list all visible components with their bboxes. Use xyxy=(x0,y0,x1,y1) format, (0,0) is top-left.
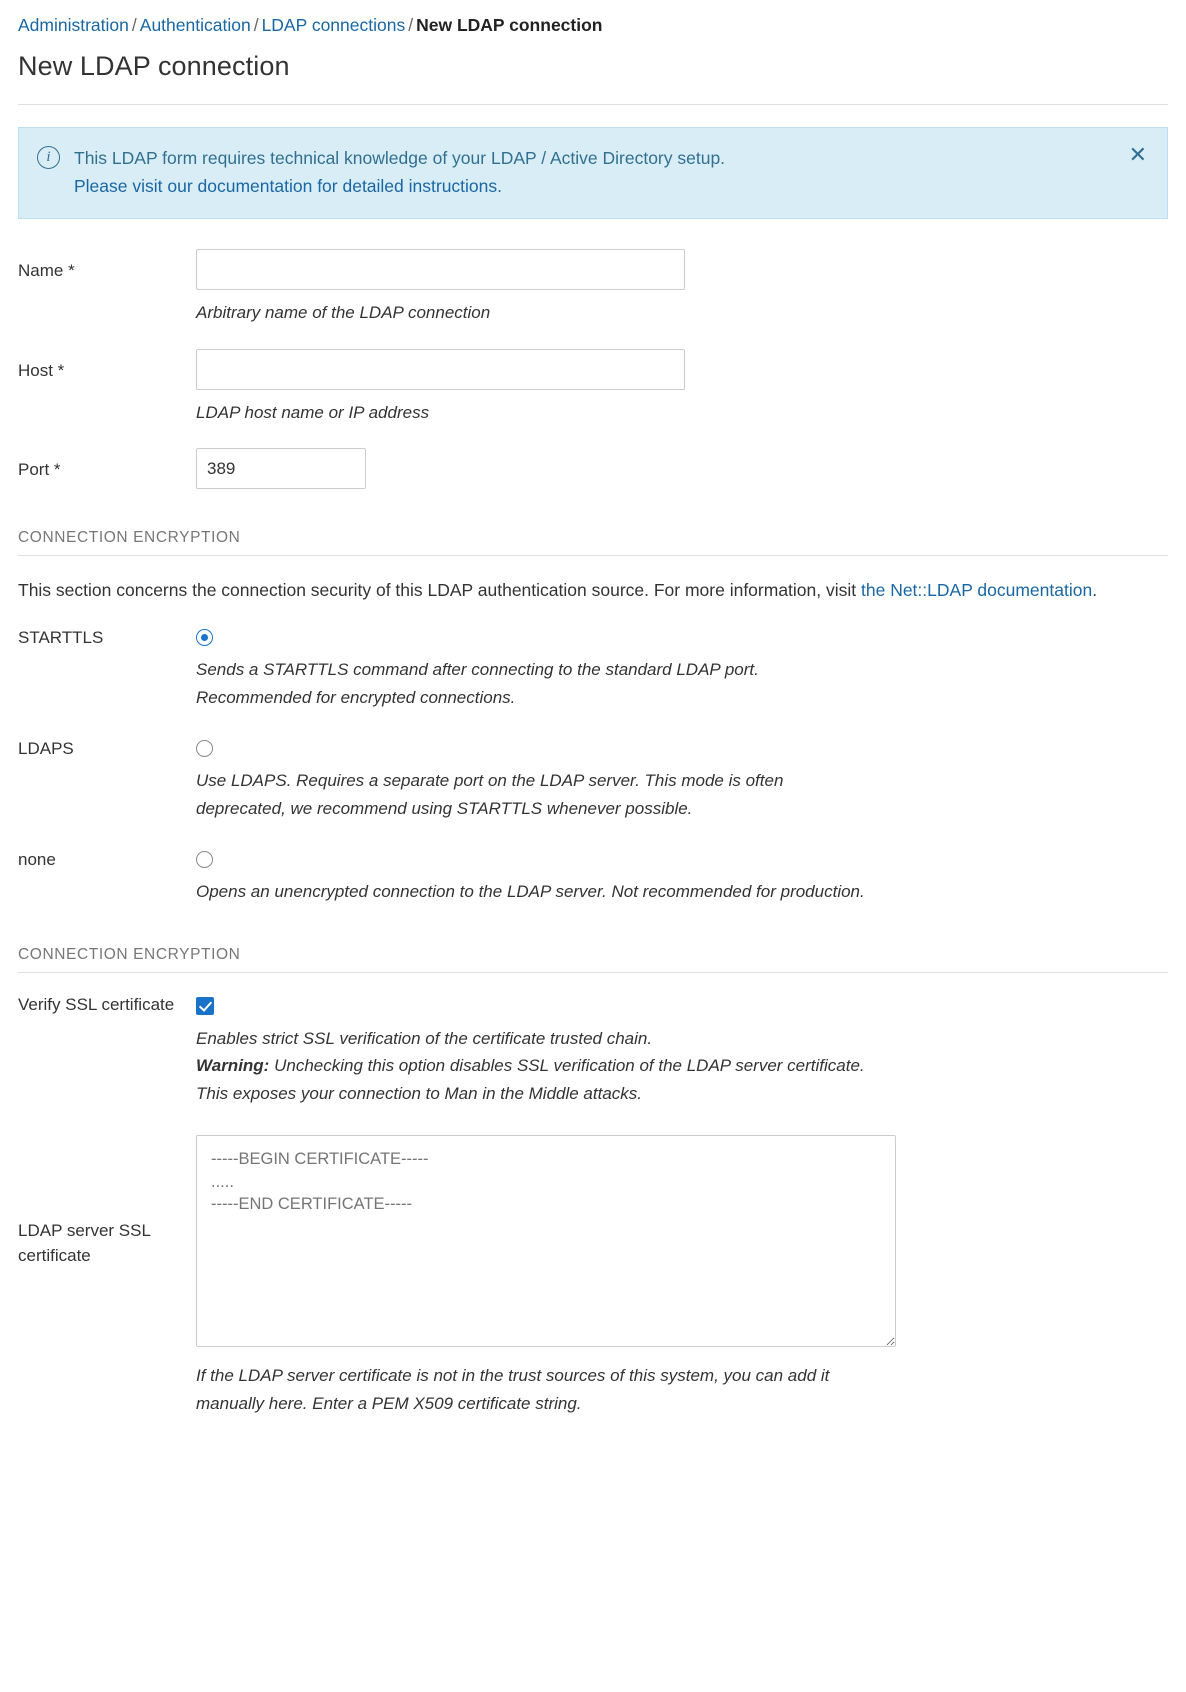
row-verify-ssl xyxy=(18,993,1168,1015)
ldaps-help-text: Use LDAPS. Requires a separate port on the LDAP server. This mode is often deprecated, we recommend using STARTTLS whenever possible. xyxy=(196,771,784,818)
radio-row-none xyxy=(18,848,1168,870)
info-banner-text xyxy=(74,144,725,201)
starttls-help-text: Sends a STARTTLS command after connecting to the standard LDAP port. Recommended for encrypted connections. xyxy=(196,660,759,707)
breadcrumb-current: New LDAP connection xyxy=(416,15,603,35)
radio-starttls[interactable] xyxy=(196,629,213,646)
host-help-text: LDAP host name or IP address xyxy=(196,402,430,422)
breadcrumb-separator: / xyxy=(253,15,259,35)
verify-ssl-checkbox[interactable] xyxy=(196,997,214,1015)
starttls-label: STARTTLS xyxy=(18,628,104,648)
verify-ssl-warning-label: Warning: xyxy=(196,1056,270,1076)
breadcrumb-separator: / xyxy=(131,15,137,35)
breadcrumb-separator: / xyxy=(408,15,414,35)
info-banner-line1: This LDAP form requires technical knowledge of your LDAP / Active Directory setup. xyxy=(74,147,726,168)
breadcrumb-item-ldap-connections[interactable]: LDAP connections xyxy=(261,15,406,35)
name-label: Name * xyxy=(18,261,75,281)
ldaps-label: LDAPS xyxy=(18,739,74,759)
form-row-name xyxy=(18,249,1168,290)
title-divider xyxy=(18,104,1168,105)
page-title: New LDAP connection xyxy=(18,50,290,81)
breadcrumb xyxy=(18,14,1168,37)
none-help-text: Opens an unencrypted connection to the LDAP server. Not recommended for production. xyxy=(196,882,865,902)
close-icon[interactable]: ✕ xyxy=(1125,142,1151,168)
port-label: Port * xyxy=(18,460,61,480)
form-row-host xyxy=(18,349,1168,390)
verify-ssl-help-line1: Enables strict SSL verification of the certificate trusted chain. xyxy=(196,1028,653,1048)
none-label: none xyxy=(18,850,56,870)
section-description-text: This section concerns the connection security of this LDAP authentication source. For more information, visit xyxy=(18,580,861,601)
section-heading-connection-encryption-2: CONNECTION ENCRYPTION xyxy=(18,946,1168,973)
info-banner xyxy=(18,127,1168,220)
info-icon: i xyxy=(37,146,60,169)
radio-row-starttls xyxy=(18,626,1168,648)
radio-none[interactable] xyxy=(196,851,213,868)
documentation-link[interactable]: Please visit our documentation for detailed instructions. xyxy=(74,176,503,197)
breadcrumb-item-authentication[interactable]: Authentication xyxy=(139,15,251,35)
netldap-documentation-link[interactable]: the Net::LDAP documentation xyxy=(861,580,1093,601)
server-certificate-textarea[interactable] xyxy=(196,1135,896,1347)
row-server-certificate xyxy=(18,1135,1168,1352)
radio-row-ldaps xyxy=(18,737,1168,759)
server-certificate-label: LDAP server SSL certificate xyxy=(18,1221,151,1265)
section-heading-connection-encryption: CONNECTION ENCRYPTION xyxy=(18,529,1168,556)
radio-ldaps[interactable] xyxy=(196,740,213,757)
section-description-suffix: . xyxy=(1092,580,1098,601)
section-description xyxy=(18,576,1168,604)
host-input[interactable] xyxy=(196,349,685,390)
name-help-text: Arbitrary name of the LDAP connection xyxy=(196,303,491,323)
server-certificate-help-text: If the LDAP server certificate is not in the trust sources of this system, you can add it manually here. Enter a PEM X509 certificate string. xyxy=(196,1366,830,1413)
breadcrumb-item-administration[interactable]: Administration xyxy=(18,15,129,35)
form-row-port xyxy=(18,448,1168,489)
verify-ssl-label: Verify SSL certificate xyxy=(18,994,175,1014)
verify-ssl-help-text xyxy=(196,1025,896,1108)
host-label: Host * xyxy=(18,360,65,380)
name-input[interactable] xyxy=(196,249,685,290)
verify-ssl-help-line2: Unchecking this option disables SSL verification of the LDAP server certificate. This exposes your connection to Man in the Middle attacks. xyxy=(196,1056,865,1103)
port-input[interactable] xyxy=(196,448,366,489)
